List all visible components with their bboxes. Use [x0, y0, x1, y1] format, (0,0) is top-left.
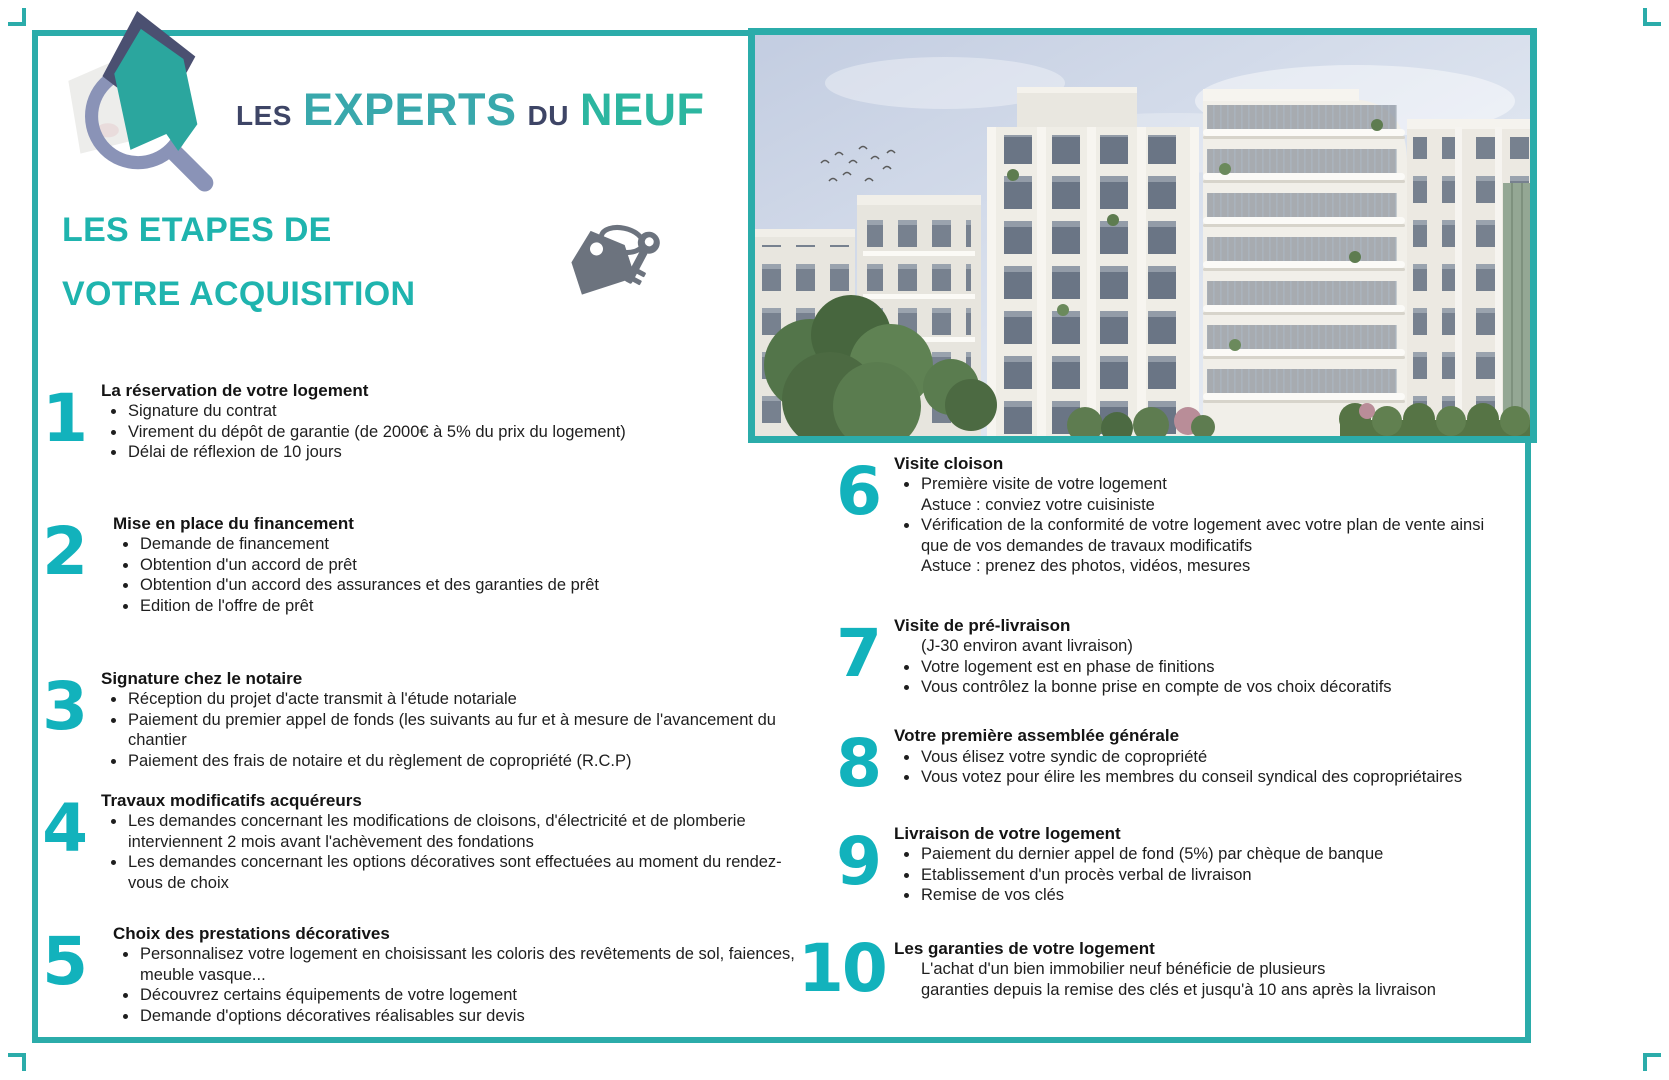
step-item-text: Paiement du premier appel de fonds (les suivants au fur et à mesure de l'avancement du chantier	[128, 710, 776, 749]
step-item	[894, 747, 1514, 768]
brand-wordmark	[236, 84, 704, 136]
step-item	[113, 534, 815, 555]
step-item	[101, 811, 815, 852]
step-item-text: Paiement des frais de notaire et du règlement de copropriété (R.C.P)	[128, 751, 632, 770]
bullet-dot	[894, 515, 921, 556]
step-number: 8	[836, 725, 880, 802]
bullet-dot	[894, 474, 921, 495]
step-title: La réservation de votre logement	[101, 381, 369, 400]
bullet-dot	[894, 980, 921, 1001]
step-3	[40, 669, 815, 771]
step-item	[101, 710, 815, 751]
step-number: 9	[836, 823, 880, 900]
step-6	[798, 454, 1514, 577]
step-item	[894, 865, 1514, 886]
step-item-text: Obtention d'un accord de prêt	[140, 555, 357, 574]
step-item	[894, 844, 1514, 865]
step-item-text: garanties depuis la remise des clés et jusqu'à 10 ans après la livraison	[921, 980, 1436, 999]
step-item	[113, 555, 815, 576]
corner-mark-bottom-right	[1643, 1053, 1661, 1071]
step-number: 7	[836, 615, 880, 692]
bullet-dot	[894, 865, 921, 886]
page-title	[62, 198, 415, 326]
step-item	[894, 495, 1514, 516]
bullet-dot	[894, 495, 921, 516]
step-5	[40, 924, 815, 1026]
step-item	[894, 657, 1514, 678]
bullet-dot	[101, 710, 128, 751]
step-item	[894, 959, 1514, 980]
step-item-text: Vous élisez votre syndic de copropriété	[921, 747, 1208, 766]
bullet-dot	[101, 811, 128, 852]
bullet-dot	[113, 534, 140, 555]
step-item-text: Astuce : conviez votre cuisiniste	[921, 495, 1155, 514]
bullet-dot	[101, 751, 128, 772]
bullet-dot	[894, 556, 921, 577]
step-title: Signature chez le notaire	[101, 669, 303, 688]
house-keys-icon	[556, 218, 668, 300]
bullet-dot	[894, 767, 921, 788]
step-item	[894, 636, 1514, 657]
step-9	[798, 824, 1514, 906]
step-item	[894, 677, 1514, 698]
step-item-text: Vous contrôlez la bonne prise en compte de vos choix décoratifs	[921, 678, 1392, 696]
step-item-text: (J-30 environ avant livraison)	[921, 637, 1133, 655]
step-number: 1	[42, 380, 86, 457]
bullet-dot	[101, 422, 128, 443]
step-item	[101, 751, 815, 772]
step-item	[894, 556, 1514, 577]
step-title: Livraison de votre logement	[894, 824, 1121, 843]
step-item-text: Découvrez certains équipements de votre logement	[140, 986, 517, 1004]
step-title: Mise en place du financement	[113, 514, 354, 533]
step-item	[113, 944, 813, 985]
step-item-text: Etablissement d'un procès verbal de livraison	[921, 865, 1252, 884]
brand-experts: EXPERTS	[302, 84, 517, 135]
corner-mark-top-left	[8, 8, 26, 26]
bullet-dot	[113, 575, 140, 596]
bullet-dot	[894, 885, 921, 906]
logo-house-magnifier-icon	[52, 2, 214, 194]
step-item	[101, 442, 815, 463]
bullet-dot	[894, 747, 921, 768]
step-number: 4	[42, 790, 86, 867]
bullet-dot	[113, 985, 140, 1006]
step-item	[101, 852, 815, 893]
bullet-dot	[101, 442, 128, 463]
step-item-text: Vérification de la conformité de votre logement avec votre plan de vente ainsi que de vos demandes de travaux modificatifs	[921, 516, 1485, 555]
step-7	[798, 616, 1514, 698]
step-item-text: Remise de vos clés	[921, 886, 1065, 904]
step-item-text: L'achat d'un bien immobilier neuf bénéficie de plusieurs	[921, 960, 1326, 978]
step-item-text: Demande de financement	[140, 535, 329, 553]
step-title: Les garanties de votre logement	[894, 939, 1155, 958]
step-item	[101, 689, 815, 710]
bullet-dot	[113, 555, 140, 576]
step-item-text: Edition de l'offre de prêt	[140, 596, 314, 615]
bullet-dot	[113, 1006, 140, 1027]
step-item	[894, 515, 1514, 556]
step-title: Choix des prestations décoratives	[113, 924, 390, 943]
step-item	[894, 980, 1514, 1001]
step-item	[113, 985, 813, 1006]
step-title: Votre première assemblée générale	[894, 726, 1180, 745]
step-2	[40, 514, 815, 616]
step-item-text: Vous votez pour élire les membres du conseil syndical des copropriétaires	[921, 768, 1463, 786]
corner-mark-bottom-left	[8, 1053, 26, 1071]
bullet-dot	[113, 944, 140, 985]
page-title-line2: VOTRE ACQUISITION	[62, 275, 416, 313]
step-item	[101, 401, 815, 422]
bullet-dot	[894, 636, 921, 657]
step-item	[894, 767, 1514, 788]
step-10	[798, 930, 1514, 1007]
step-item-text: Astuce : prenez des photos, vidéos, mesures	[921, 557, 1251, 575]
step-number: 10	[798, 930, 886, 1007]
bullet-dot	[101, 852, 128, 893]
step-number: 6	[836, 453, 880, 530]
page-title-line1: LES ETAPES DE	[62, 211, 332, 249]
step-item-text: Les demandes concernant les modifications de cloisons, d'électricité et de plomberie interviennent 2 mois avant l'achèvement des fondations	[128, 812, 746, 851]
step-item	[101, 422, 815, 443]
step-item	[894, 885, 1514, 906]
step-item-text: Demande d'options décoratives réalisables sur devis	[140, 1006, 525, 1025]
bullet-dot	[101, 401, 128, 422]
bullet-dot	[894, 959, 921, 980]
bullet-dot	[894, 844, 921, 865]
step-item-text: Personnalisez votre logement en choisissant les coloris des revêtements de sol, faiences, meuble vasque...	[140, 945, 795, 984]
step-title: Travaux modificatifs acquéreurs	[101, 791, 362, 810]
step-8	[798, 725, 1514, 802]
step-title: Visite de pré-livraison	[894, 616, 1071, 635]
step-item-text: Les demandes concernant les options décoratives sont effectuées au moment du rendez-vous de choix	[128, 853, 782, 892]
step-title: Visite cloison	[894, 454, 1004, 473]
step-number: 5	[42, 923, 86, 1000]
building-photo	[748, 28, 1537, 443]
brand-du: DU	[527, 100, 569, 131]
step-item	[113, 575, 815, 596]
step-item	[113, 596, 815, 617]
step-item-text: Signature du contrat	[128, 402, 277, 420]
step-item-text: Virement du dépôt de garantie (de 2000€ à 5% du prix du logement)	[128, 422, 626, 441]
step-item-text: Obtention d'un accord des assurances et des garanties de prêt	[140, 576, 600, 594]
step-item-text: Votre logement est en phase de finitions	[921, 657, 1215, 676]
step-number: 3	[42, 668, 86, 745]
brand-les: LES	[236, 100, 292, 131]
brand-neuf: NEUF	[579, 84, 705, 135]
step-item-text: Délai de réflexion de 10 jours	[128, 443, 342, 461]
corner-mark-top-right	[1643, 8, 1661, 26]
step-item	[894, 474, 1514, 495]
bullet-dot	[894, 677, 921, 698]
bullet-dot	[894, 657, 921, 678]
step-4	[40, 791, 815, 893]
step-1	[40, 381, 815, 463]
step-item-text: Première visite de votre logement	[921, 475, 1167, 493]
step-item-text: Réception du projet d'acte transmit à l'étude notariale	[128, 690, 517, 708]
bullet-dot	[101, 689, 128, 710]
step-item-text: Paiement du dernier appel de fond (5%) par chèque de banque	[921, 845, 1384, 863]
step-item	[113, 1006, 813, 1027]
bullet-dot	[113, 596, 140, 617]
step-number: 2	[42, 513, 86, 590]
